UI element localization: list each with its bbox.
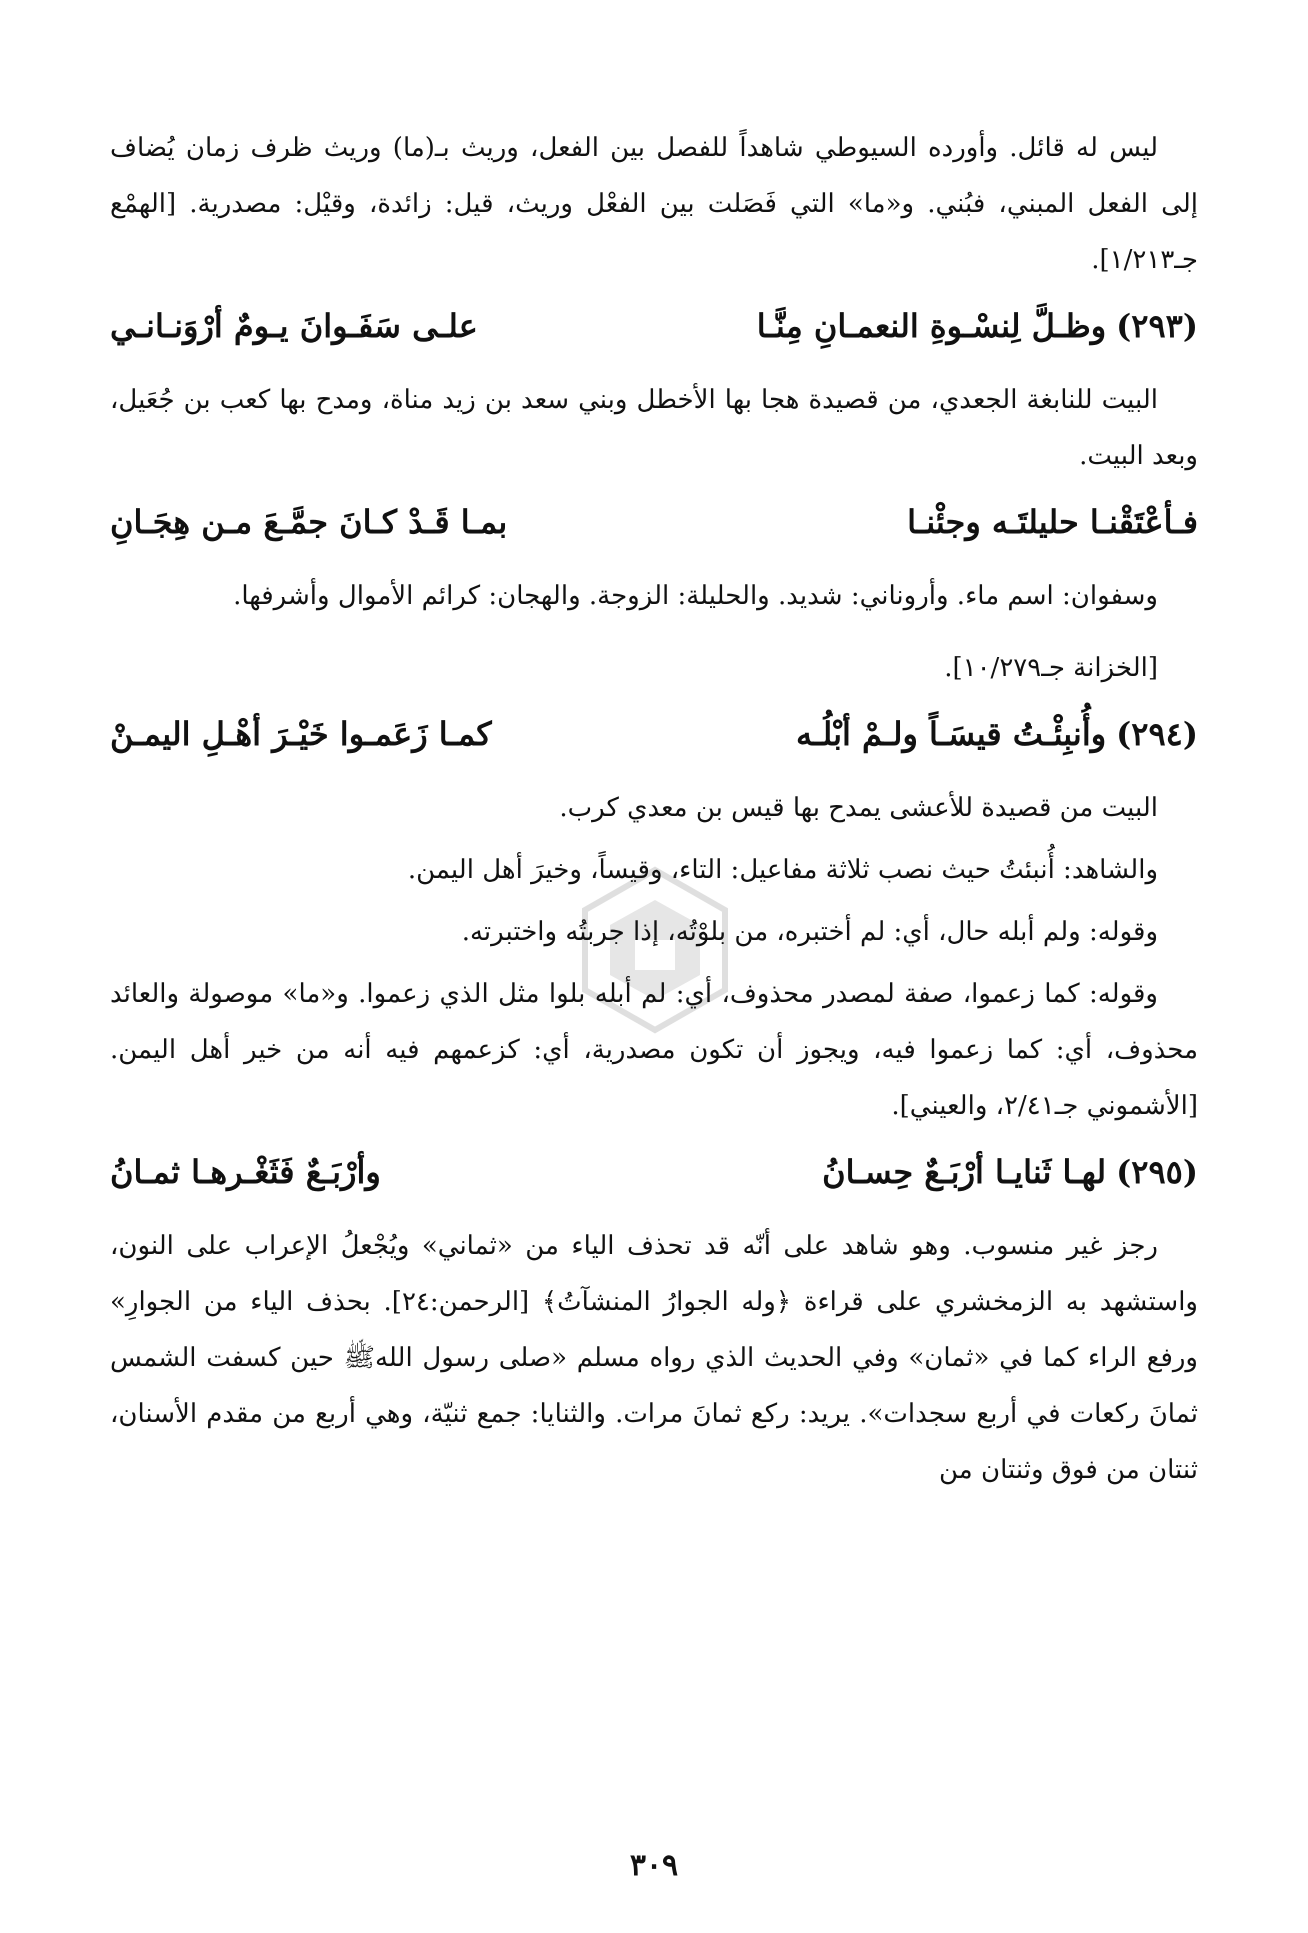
verse-hemistich-second: وأرْبَـعٌ فَثَغْـرهـا ثمـانُ bbox=[110, 1153, 381, 1191]
verse-hemistich-second: كمـا زَعَمـوا خَيْـرَ أهْـلِ اليمـنْ bbox=[110, 715, 492, 753]
paragraph-4-reference: [الخزانة جـ١٠/٢٧٩]. bbox=[944, 653, 1158, 683]
verse-hemistich-first: لهـا ثَنايـا أرْبَـعٌ حِسـانُ bbox=[822, 1153, 1107, 1191]
verse-number: (٢٩٣) bbox=[1116, 307, 1198, 345]
verse-hemistich-first: وظـلَّ لِنسْـوةِ النعمـانِ مِنَّـا bbox=[756, 307, 1107, 345]
verse-293-continuation bbox=[110, 492, 1198, 552]
paragraph-1: ليس له قائل. وأورده السيوطي شاهداً للفصل بين الفعل، وريث بـ(ما) وريث ظرف زمان يُضاف إلى الفعل المبني، فبُني. و«ما» التي فَصَلت بين الفعْل وريث، قيل: زائدة، وقيْل: مصدرية. [الهمْع جـ١/٢١٣]. bbox=[110, 133, 1198, 275]
paragraph-3: وسفوان: اسم ماء. وأروناني: شديد. والحليلة: الزوجة. والهجان: كرائم الأموال وأشرفها. bbox=[233, 581, 1158, 611]
paragraph-2: البيت للنابغة الجعدي، من قصيدة هجا بها الأخطل وبني سعد بن زيد مناة، ومدح بها كعب بن جُعَيل، وبعد البيت. bbox=[110, 385, 1198, 471]
paragraph-9: رجز غير منسوب. وهو شاهد على أنّه قد تحذف الياء من «ثماني» ويُجْعلُ الإعراب على النون، واستشهد به الزمخشري على قراءة ﴿وله الجوارُ المنشآتُ﴾ [الرحمن:٢٤]. بحذف الياء من الجوارِ» ورفع الراء كما في «ثمان» وفي الحديث الذي رواه مسلم «صلى رسول اللهﷺ حين كسفت الشمس ثمانَ ركعات في أربع سجدات». يريد: ركع ثمانَ مرات. والثنايا: جمع ثنيّة، وهي أربع من مقدم الأسنان، ثنتان من فوق وثنتان من bbox=[110, 1231, 1198, 1485]
paragraph-7: وقوله: ولم أبله حال، أي: لم أختبره، من بلوْتُه، إذا جربتُه واختبرته. bbox=[461, 917, 1158, 947]
verse-number: (٢٩٥) bbox=[1116, 1153, 1198, 1191]
verse-hemistich-second: بمـا قَـدْ كـانَ جمَّـعَ مـن هِجَـانِ bbox=[110, 503, 508, 541]
verse-number: (٢٩٤) bbox=[1116, 715, 1198, 753]
verse-294 bbox=[110, 704, 1198, 764]
paragraph-6: والشاهد: أُنبئتُ حيث نصب ثلاثة مفاعيل: التاء، وقيساً، وخيرَ أهل اليمن. bbox=[407, 855, 1158, 885]
verse-295 bbox=[110, 1142, 1198, 1202]
page-number: ٣٠٩ bbox=[629, 1848, 679, 1883]
verse-hemistich-first: وأُنبِئْـتُ قيسَـاً ولـمْ أبْلُـه bbox=[795, 715, 1107, 753]
paragraph-8: وقوله: كما زعموا، صفة لمصدر محذوف، أي: لم أبله بلوا مثل الذي زعموا. و«ما» موصولة والعائد محذوف، أي: كما زعموا فيه، ويجوز أن تكون مصدرية، أي: كزعمهم فيه أنه من خير أهل اليمن. [الأشموني جـ٢/٤١، والعيني]. bbox=[110, 979, 1198, 1121]
verse-hemistich-second: علـى سَفَـوانَ يـومٌ أرْوَنـانـي bbox=[110, 307, 478, 345]
page-content bbox=[110, 120, 1198, 1504]
verse-293 bbox=[110, 296, 1198, 356]
paragraph-5: البيت من قصيدة للأعشى يمدح بها قيس بن معدي كرب. bbox=[559, 793, 1158, 823]
verse-hemistich-first: فـأعْتَقْنـا حليلتَـه وجئْنـا bbox=[907, 503, 1198, 541]
